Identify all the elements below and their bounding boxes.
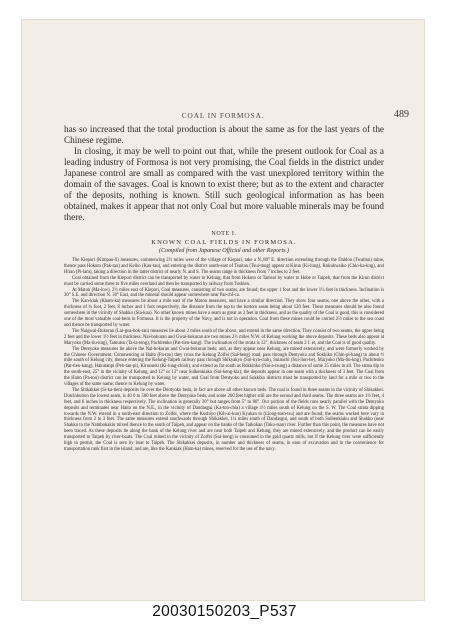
note-label: NOTE I. [211, 231, 237, 237]
lead-text [64, 124, 384, 223]
image-caption: 20030150203_P537 [152, 603, 297, 620]
page-number: 489 [394, 109, 409, 120]
note-paragraph: The Kan-kiak (Kham-ka) measures lie about a mile east of the Maron measures, and have a similar direction. They show four seams, one above the other, with a thickness of ¾ foot, 2 feet, 8 inches and 1 foot respectively, the distance from the top to the bottom seam being about 120 feet. These measures should be also found somewhere in the vicinity of Shakko (Sia-koa). No other known mines have a seam as great as 3 feet in thickness, and as the quality of the Coal is good, this is considered one of the most valuable coal-beds in Formosa. It is the property of the Navy, and is not in operation. Coal from these mines could be carried 2½ miles to the sea coast and thence be transported by water. [64, 299, 384, 328]
note-paragraph: The Kiepori (Kimpau-li) measures, commencing 2½ miles west of the village of Kiepori, take a N.,80° E. direction extending through the Dahlon (Twatlon) mine, thence pass Hokuto (Pak-tau) and Keiko (Kau-tau), and entering the district south-east of Tsuitan (Tsui-tong) appear at Kirun (Ki-lung), Rokukwaiko (Chio-ka-kng), and Hiran (Pi-lam), taking a direction in the latter district of nearly N. and S. The seams range in thickness from 7 inches to 2 feet. [64, 258, 384, 275]
page-content [64, 124, 384, 453]
note-paragraph: At Maton (Ma-low), 2½ miles east of Kiepori, Coal measures, consisting of two seams, are found; the upper 1 foot and the lower 1¼ feet in thickness. Inclination is 30° S.E. and direction N. 30° East, and the mineral should appear somewhere near Pat-chi-ca. [64, 287, 384, 299]
lead-paragraph: In closing, it may be well to point out that, while the present outlook for Coal as a leading industry of Formosa is not very promising, the Coal fields in the district under Japanese control are small as compared with the vast unexplored territory within the domain of the savages. Coal is known to exist there; but as to the extent and character of the deposits, nothing is known. Still such geological information as has been obtained, makes it appear that not only Coal but more valuable minerals may be found there. [64, 146, 384, 222]
note-body [64, 258, 384, 453]
section-subtitle: (Compiled from Japanese Official and other Reports.) [159, 248, 289, 254]
lead-paragraph: has so increased that the total production is about the same as for the last years of the Chinese regime. [64, 124, 384, 145]
section-title: KNOWN COAL FIELDS IN FORMOSA. [151, 239, 297, 246]
document-page [21, 19, 425, 601]
running-title: COAL IN FORMOSA. [181, 111, 265, 120]
note-paragraph: The Shikakkei (Si-ka-tien) deposits lie over the Dentyoko beds, in fact are above all other known beds. The coal is found in three seams in the vicinity of Shikakkei. Dutcinbution the lowest seam, is 40 0 to 500 feet above the Dentyoko beds, and some 200 feet higher still are the second and third seams. The three seams are 1½ feet, 4 feet, and 6 inches in thickness respectively. The inclination is generally 30° but ranges from 5° to 80°. Our portion of the fields runs nearly parallel with the Dentyoko deposits and terminates near Haito on the N.E., in the vicinity of Dandasgui (Ka-ton-chia) a village 1½ miles south of Kelung on the S. W. The Coal strata dipping towards the N.W. extend in a north-east direction to Zoifei, where the Koshiyo (Kih-ai-kun) Kyakan to (Liong-tsun-tsu) and are found; the seams worked here vary in thickness from 2 to 3 feet. The same measures extend southwards through Shikakkei, 1¼ miles south of Dandasgui, and south of both Suibenkiaku and Shakko (near Shakko to the Nambokakiu mixed thence to the south of Taipeh, and appear on the banks of the Taikokan (Toko-tsan) river. Further than this point, the measures have not been traced. As these deposits lie along the bank of the Kelung river and are near both Taipeh and Kelung, they are mined extensively, and the product can be easily transported to Taipeh by river-boats. The Coal mined in the vicinity of Zoifei (Sui-heng) is consumed in the gold quartz mills, but if the Kelung river were sufficiently high to permit, the Coal is sent by boat to Taipeh. The Shikakkei deposits, in number and thickness of seams, in ease of excavation and in the convenience for transportation rank first in the island, and are, like the Kankiak (Ham-ka) mines, reserved for the use of the navy. [64, 387, 384, 452]
page-header [33, 109, 413, 123]
note-paragraph: Coal obtained from the Kiepori district can be transported by water to Kelung, that from Hokuto or Tamsui by water to Hobe or Taipeh, that from the Kirun district must be carried some three to five miles overland and then be transported by railway from Toshien. [64, 275, 384, 287]
note-paragraph: The Naigwai-Bokuran (Lai-goa-bok-ran) measures lie about 2 miles south of the above, and extend in the same direction. They consist of two seams, the upper being 2 feet and the lower 1½ feet in thickness. Nai-bokuran and Gwai-bokuran are two mines 2½ miles N.W. of Kelung working the above deposits. These beds also appear at Maryoko (Ma-liu-kng), Tamutsu (Ta-la-teng), Pachitenko (Pat-tien-kang). The inclination of the strata is 12°, thickness of seam 2 f. et, and the Coal is of good quality. [64, 328, 384, 346]
note-paragraph: The Dentyoko measures lie above the Nai-bokuran and Gwai-bokuran beds; and, as they appear near Kelung, are mined extensively, and were formerly worked by the Chinese Government. Commencing at Haito (Pa-tou) they cross the Kelung Zoifei (Sai-heng) road, pass through Dentyoko and Sokkiko (Chin-pi-kang) to about ½ mile south of Kelung city, thence entering the Kelung-Taipeh railway pass through Shikyakyo (Sui-kya-ciah), Suiauchi (Sui-lion-he), Maryoko (Ma-liu-kng), Pachitenko (Pat-tien-kang), Hakutanpi (Peh-tan-pi), Kirunseki (Ki-lung-chioh), and extend as far south as Rokkinko (Nai-a-tsung) a distance of some 25 miles in all. The strata dip to the south-east, 25° in the vicinity of Kelung, and 12° or 13° near Suikenkiaku (Sui-keng-kia); the deposits appear in one seam with a thickness of 3 feet. The Coal from the Haito (Pa-tou) district can be transported to Kelung by water, and Coal from Dentyoko and Sokkiko districts must be transported by land for a mile or two to the villages of the same name; thence to Kelung by water. [64, 346, 384, 388]
